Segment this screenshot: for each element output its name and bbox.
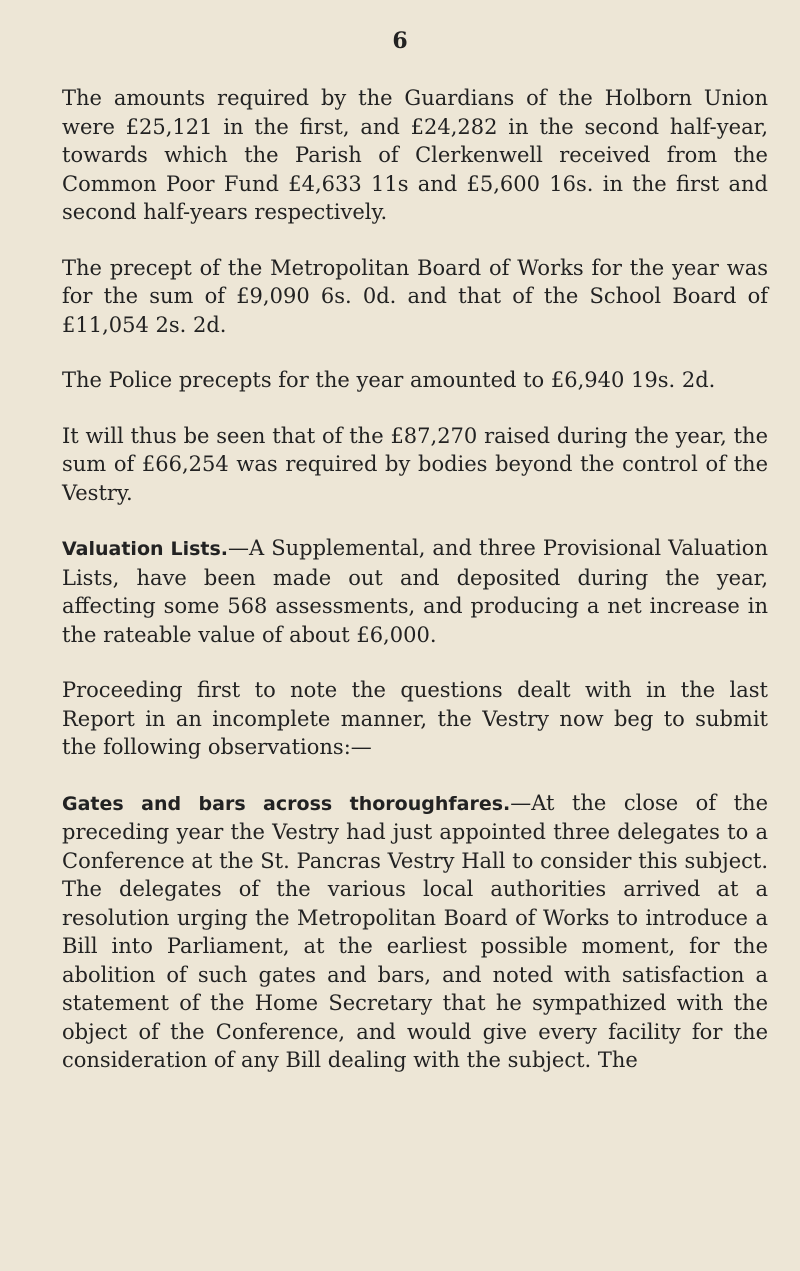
paragraph-text: It will thus be seen that of the £87,270 raised during the year, the sum of £66,254 was required by bodies beyond the control of the Vestry. [62,423,768,505]
paragraph-text: The Police precepts for the year amounted to £6,940 19s. 2d. [62,368,716,392]
paragraph-police-precepts [62,366,768,395]
paragraph-text: The amounts required by the Guardians of the Holborn Union were £25,121 in the first, and £24,282 in the second half-year, towards which the Parish of Clerkenwell received from the Common Poor Fund £4,633 11s and £5,600 16s. in the first and second half-years respectively. [62,86,768,224]
paragraph-metropolitan-board [62,254,768,340]
paragraph-holborn-union [62,84,768,227]
paragraph-text: —At the close of the preceding year the Vestry had just appointed three delegates to a Conference at the St. Pancras Vestry Hall to consider this subject. The delegates of the various local authorities arrived at a resolution urging the Metropolitan Board of Works to introduce a Bill into Parliament, at the earliest possible moment, for the abolition of such gates and bars, and noted with satisfaction a statement of the Home Secretary that he sympathized with the object of the Conference, and would give every facility for the consideration of any Bill dealing with the subject. The [62,790,768,1072]
document-body [62,84,768,1102]
paragraph-text: The precept of the Metropolitan Board of Works for the year was for the sum of £9,090 6s. 0d. and that of the School Board of £11,054 2s. 2d. [62,255,768,337]
paragraph-gates-and-bars [62,789,768,1075]
paragraph-valuation-lists [62,534,768,649]
page-number: 6 [392,28,408,54]
paragraph-proceeding [62,676,768,762]
paragraph-text: Proceeding first to note the questions dealt with in the last Report in an incomplete manner, the Vestry now beg to submit the following observations:— [62,678,768,759]
section-heading-gates-and-bars: Gates and bars across thoroughfares. [62,792,511,815]
section-heading-valuation-lists: Valuation Lists. [62,538,229,560]
paragraph-text: —A Supplemental, and three Provisional Valuation Lists, have been made out and deposited during the year, affecting some 568 assessments, and producing a net increase in the rateable value of about £6,000. [62,536,768,647]
paragraph-total-raised [62,422,768,508]
